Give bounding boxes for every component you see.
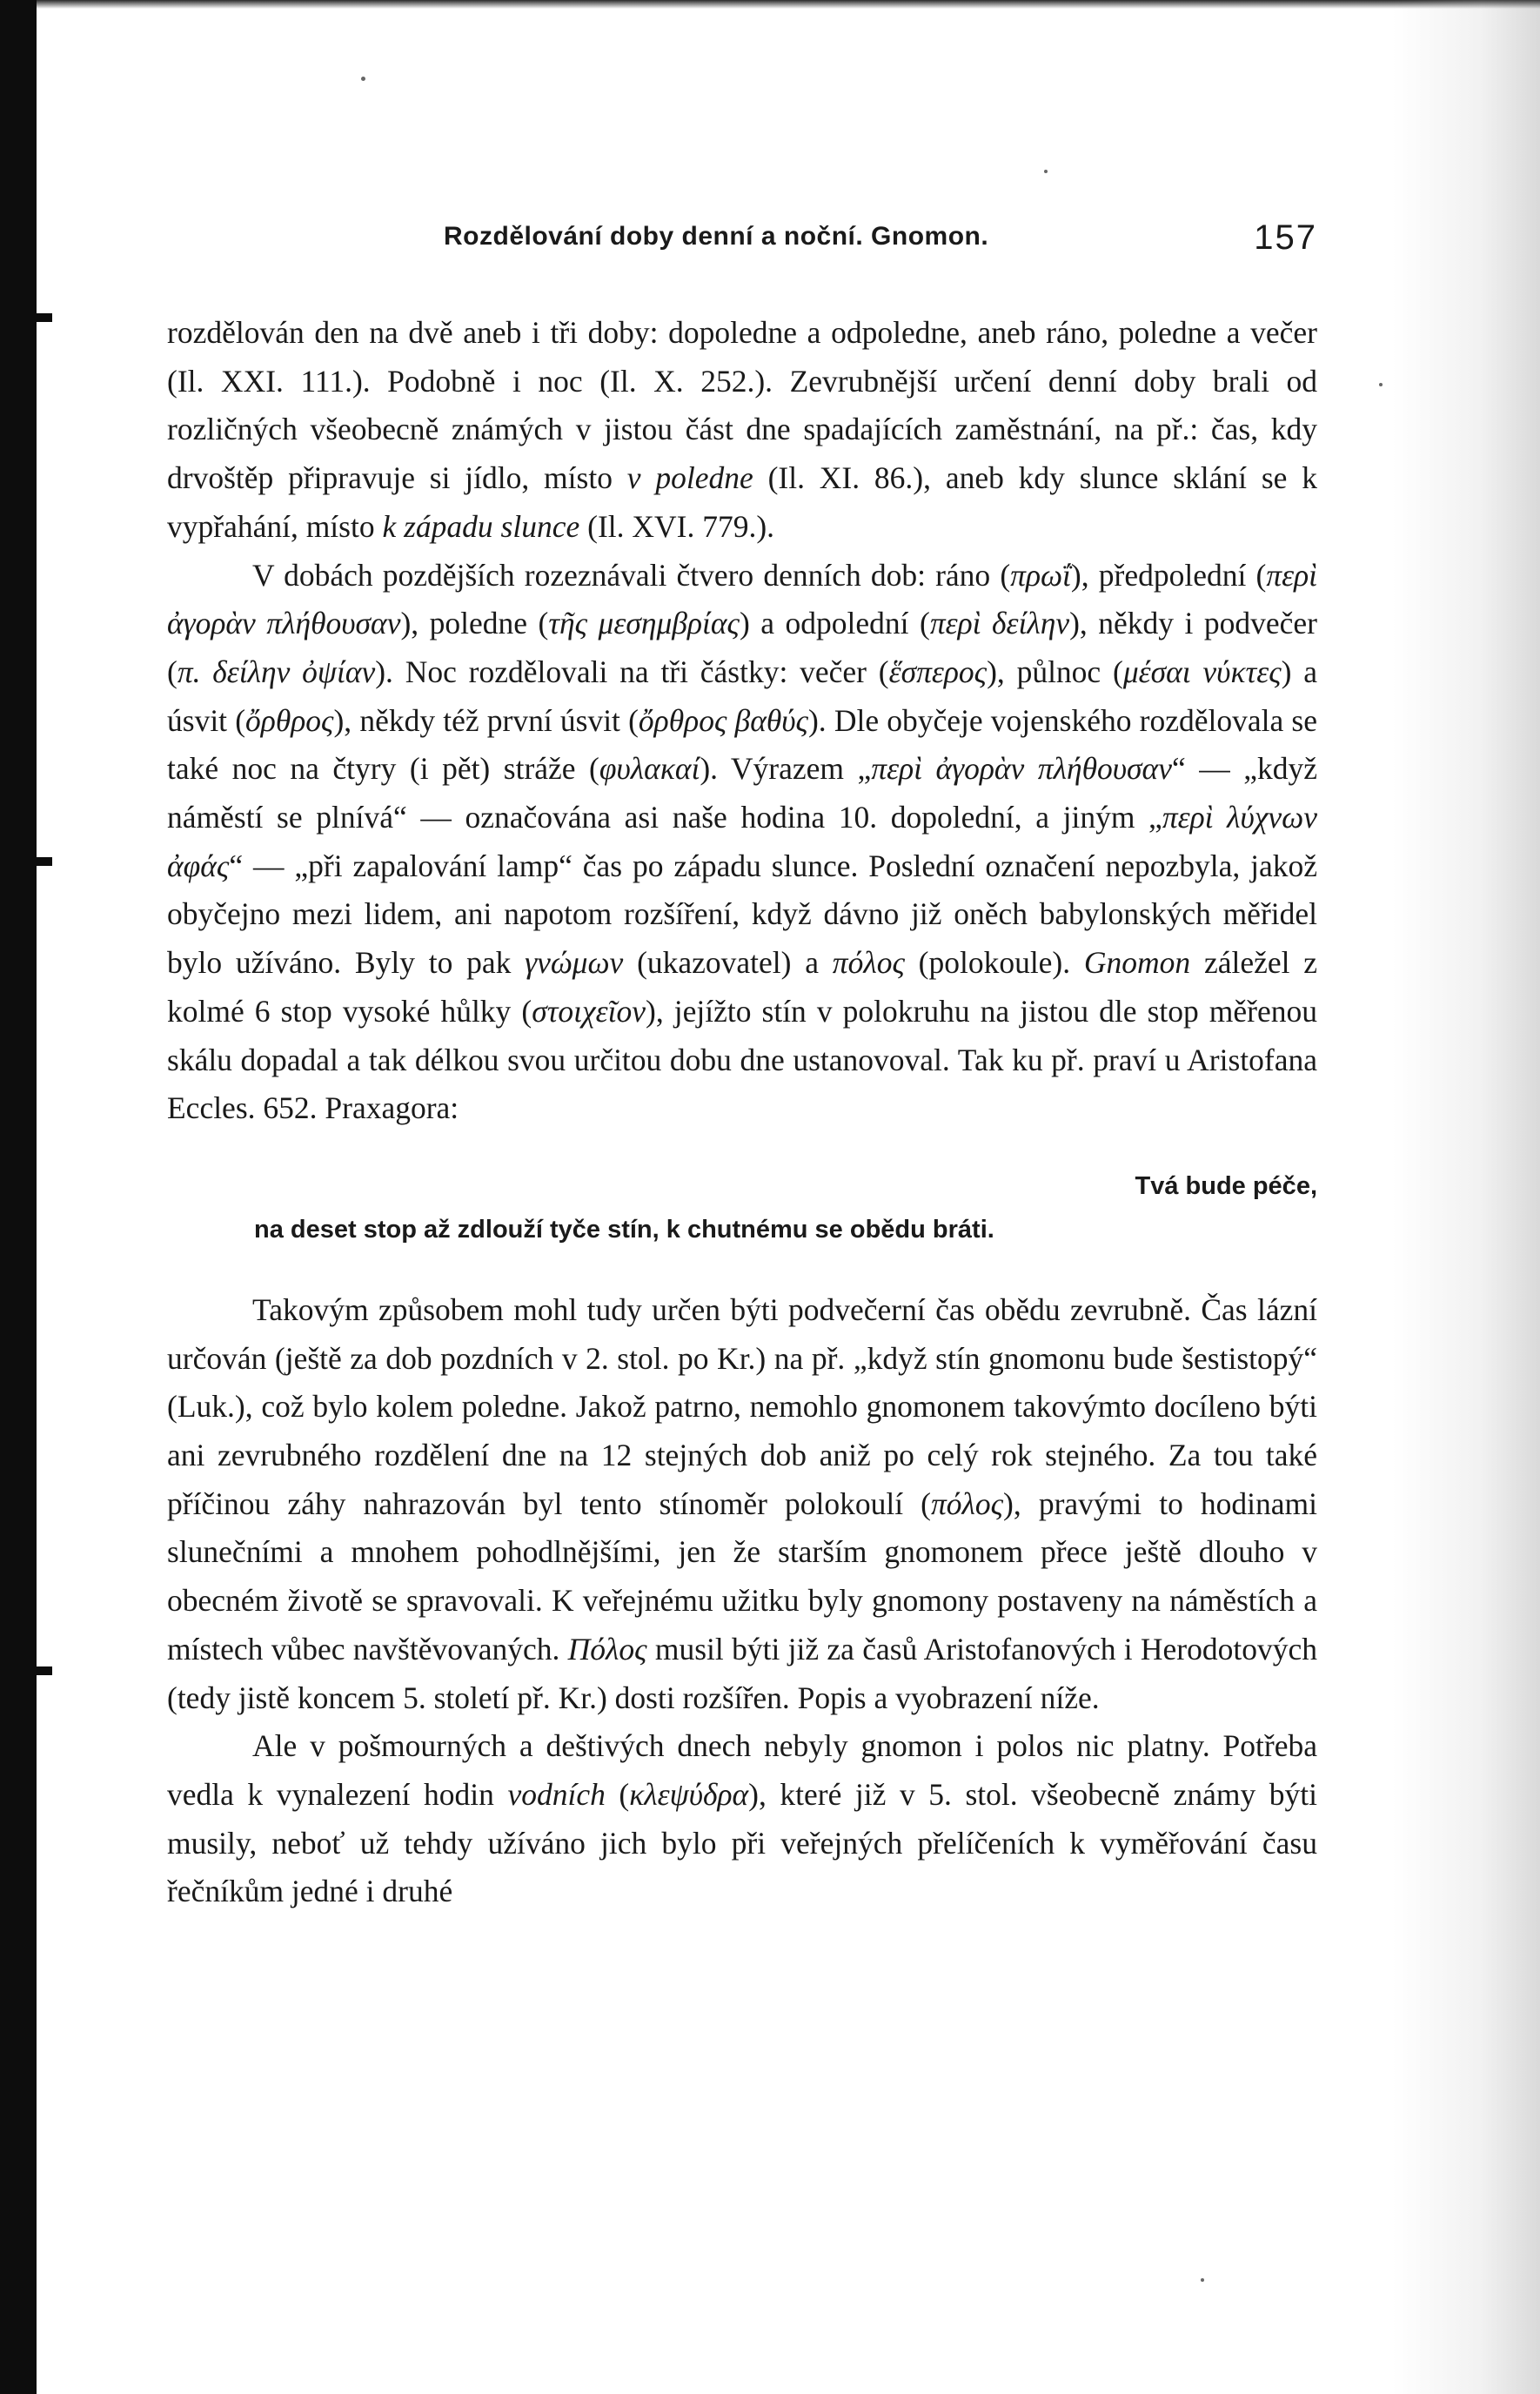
greek-term: περὶ ἀγορὰν πλήθουσαν (871, 751, 1172, 787)
text-run: záležel z kolmé 6 stop vysoké hůlky ( (167, 945, 1317, 1029)
text-run: ), někdy též první úsvit ( (333, 702, 639, 738)
scan-edge-mark (26, 1666, 52, 1675)
text-run: musil býti již za časů Aristofanových i Herodotových (tedy jistě koncem 5. století př. Kr.) dosti rozšířen. Popis a vyobrazení níže. (167, 1631, 1317, 1715)
greek-term: κλεψύδρα (629, 1776, 749, 1812)
text-run: ), předpolední ( (1070, 557, 1267, 593)
greek-term: φυλακαί (599, 751, 700, 787)
text-run: (polokoule). (904, 945, 1084, 981)
italic-phrase: k západu slunce (382, 508, 580, 544)
paper-speck (1201, 2278, 1204, 2282)
body-text (167, 309, 1317, 1916)
scan-binding-edge (0, 0, 37, 2394)
greek-term: πόλος (930, 1485, 1004, 1521)
italic-phrase: vodních (507, 1776, 606, 1812)
greek-term: στοιχεῖον (532, 993, 646, 1029)
text-run: Ale v pošmourných a deštivých dnech nebyly gnomon i polos nic platny. Potřeba vedla k vynalezení hodin (167, 1728, 1317, 1812)
greek-term: πόλος (832, 945, 905, 981)
text-run: “ — „při zapalování lamp“ čas po západu slunce. Poslední označení nepozbyla, jakož obyčejno mezi lidem, ani napotom rozšíření, když dávno již oněch babylonských měřidel bylo užíváno. Byly to pak (167, 848, 1317, 981)
text-run: ), které již v 5. stol. všeobecně známy býti musily, neboť už tehdy užíváno jich bylo při veřejných přelíčeních k vyměřování času řečníkům jedné i druhé (167, 1776, 1317, 1909)
greek-term: μέσαι νύκτες (1122, 654, 1282, 689)
verse-quote (167, 1164, 1317, 1251)
page-number: 157 (1254, 218, 1317, 257)
greek-term: Πόλος (567, 1631, 647, 1666)
paper-speck (1379, 383, 1383, 386)
greek-term: γνώμων (525, 945, 624, 981)
text-run: “ — „když náměstí se plnívá“ — označována asi naše hodina 10. dopolední, a jiným „ (167, 751, 1317, 835)
paper-speck (361, 77, 365, 81)
text-run: ). Noc rozdělovali na tři částky: večer ( (375, 654, 889, 689)
paragraph (167, 1722, 1317, 1916)
greek-term: ὄρθρος (245, 702, 334, 738)
italic-phrase: v poledne (626, 460, 753, 496)
verse-line: na deset stop až zdlouží tyče stín, k chutnému se obědu bráti. (254, 1215, 994, 1244)
paragraph (167, 309, 1317, 552)
scan-edge-mark (26, 313, 52, 322)
text-run: ), poledne ( (400, 606, 549, 641)
text-run: ), pravými to hodinami slunečními a mnohem pohodlnějšími, jen že starším gnomonem přece ještě dlouho v obecném životě se spravovali. K veřejnému užitku byly gnomony postaveny na náměstích a místech vůbec navštěvovaných. (167, 1485, 1317, 1666)
running-head (167, 218, 1317, 265)
text-run: (Il. XI. 86.), aneb kdy slunce sklání se k vypřahání, místo (167, 460, 1317, 544)
paper-speck (1044, 170, 1048, 173)
scan-top-shadow (37, 0, 1540, 9)
greek-term: ὄρθρος βαθύς (638, 702, 808, 738)
scan-edge-mark (26, 857, 52, 866)
greek-term: περὶ λύχνων ἀφάς (167, 800, 1318, 883)
text-run: ) a úsvit ( (167, 654, 1317, 738)
text-run: ). Dle obyčeje vojenského rozdělovala se také noc na čtyry (i pět) stráže ( (167, 702, 1317, 787)
text-run: V dobách pozdějších rozeznávali čtvero denních dob: ráno ( (252, 557, 1011, 593)
greek-term: περὶ ἀγορὰν πλήθουσαν (167, 557, 1317, 641)
greek-term: ἕσπερος (888, 654, 988, 689)
text-run: Takovým způsobem mohl tudy určen býti podvečerní čas obědu zevrubně. Čas lázní určován (ještě za dob pozdních v 2. stol. po Kr.) na př. „když stín gnomonu bude šestistopý“ (Luk.), což bylo kolem poledne. Jakož patrno, nemohlo gnomonem takovýmto docíleno býti ani zevrubného rozdělení dne na 12 stejných dob aniž po celý rok stejného. Za tou také příčinou záhy nahrazován byl tento stínoměr polokoulí ( (167, 1291, 1317, 1521)
scan-page-curl-shadow (1392, 0, 1540, 2394)
text-run: (ukazovatel) a (623, 945, 833, 981)
text-run: ) a odpolední ( (739, 606, 930, 641)
paragraph (167, 552, 1317, 1133)
greek-term: τῆς μεσημβρίας (548, 606, 740, 641)
verse-line: Tvá bude péče, (1135, 1171, 1317, 1200)
text-run: ( (605, 1776, 630, 1812)
text-run: ). Výrazem „ (700, 751, 872, 787)
greek-term: π. δείλην ὀψίαν (177, 654, 376, 689)
running-title: Rozdělování doby denní a noční. Gnomon. (444, 222, 989, 251)
text-run: (Il. XVI. 779.). (579, 508, 775, 544)
italic-phrase: Gnomon (1083, 945, 1191, 981)
text-run: ), půlnoc ( (987, 654, 1123, 689)
text-run: ), někdy i podvečer ( (167, 606, 1317, 689)
text-run: rozdělován den na dvě aneb i tři doby: dopoledne a odpoledne, aneb ráno, poledne a večer (Il. XXI. 111.). Podobně i noc (Il. X. 252.). Zevrubnější určení denní doby brali od rozličných všeobecně známých v jistou část dne spadajících zaměstnání, na př.: čas, kdy drvoštěp připravuje si jídlo, místo (167, 315, 1317, 496)
paragraph (167, 1286, 1317, 1722)
greek-term: περὶ δείλην (929, 606, 1070, 641)
text-run: ), jejížto stín v polokruhu na jistou dle stop měřenou skálu dopadal a tak délkou svou určitou dobu dne ustanovoval. Tak ku př. praví u Aristofana Eccles. 652. Praxagora: (167, 993, 1318, 1126)
greek-term: πρωΐ (1010, 557, 1071, 593)
